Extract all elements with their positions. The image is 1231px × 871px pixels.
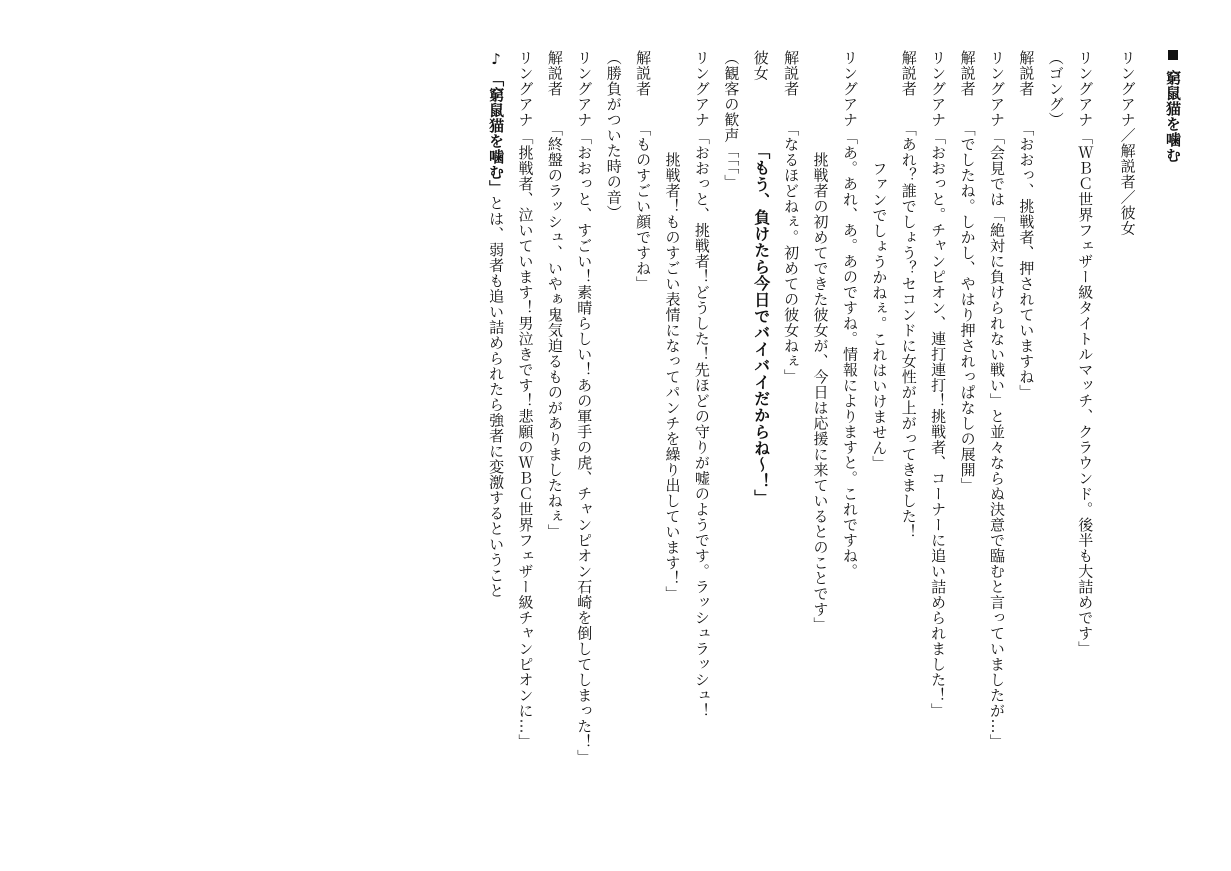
script-line [539,50,568,810]
speaker-name: 解説者 [1017,50,1036,97]
speaker-name: 解説者 [782,50,801,97]
script-line [923,50,952,810]
music-note-icon: ♪ [487,50,506,69]
script-line [569,50,598,810]
script-line [745,50,775,810]
script-line [1070,50,1099,810]
dialogue-text: 「あ。あれ、あ。あのですね。情報によりますと。これですね。 [840,129,859,579]
speaker-name: 解説者 [958,50,977,97]
dialogue-text: 「おおっ、挑戦者、押されていますね」 [1017,120,1036,400]
dialogue-continuation: 挑戦者の初めてできた彼女が、今日は応援に来ているとのことです」 [811,152,830,633]
speaker-name: リングアナ [1076,50,1095,128]
script-line [952,50,981,810]
speaker-name: リングアナ [516,50,535,128]
speaker-name: 解説者 [899,50,918,97]
script-line [1011,50,1040,810]
script-line [776,50,805,810]
dialogue-text: 「挑戦者、泣いています！男泣きです！悲願のＷＢＣ世界フェザー級チャンピオンに…」 [516,129,535,750]
speaker-name: 解説者 [545,50,564,97]
script-line [628,50,657,810]
script-line [982,50,1011,810]
dialogue-continuation: 挑戦者！ものすごい表情になってパンチを繰り出しています！」 [663,152,682,602]
script-line [893,50,922,810]
vertical-script [423,50,1187,810]
script-line [835,50,864,810]
speaker-name: 解説者 [634,50,653,97]
speaker-name: リングアナ [840,50,859,128]
dialogue-text: 「終盤のラッシュ、いやぁ鬼気迫るものがありましたねぇ」 [545,120,564,539]
document-title: 窮鼠猫を噛む [1164,69,1182,163]
dialogue-text: 「おおっと、すごい！素晴らしい！あの軍手の虎、チャンピオン石崎を倒してしまった！」 [575,129,594,765]
explanation-note [481,50,510,810]
dialogue-text: 「なるほどねぇ。初めての彼女ねぇ」 [782,120,801,384]
speaker-name: リングアナ [692,50,711,128]
dialogue-text: 「おおっと。チャンピオン、連打連打！挑戦者、コーナーに追い詰められました！」 [929,129,948,719]
speaker-name: リングアナ [929,50,948,128]
note-phrase: 「窮鼠猫を噛む」 [487,71,506,196]
stage-direction: （ゴング） [1046,50,1065,128]
dialogue-text: 「会見では「絶対に負けられない戦い」と並々ならぬ決意で臨むと言っていましたが…」 [987,129,1006,750]
speaker-name: 彼女 [751,50,770,81]
script-line [687,50,716,810]
note-text: とは、弱者も追い詰められたら強者に変激するということ [487,195,506,599]
dialogue-text: 「ものすごい顔ですね」 [634,120,653,291]
document-title-line [1158,50,1187,810]
script-line [510,50,539,810]
speaker-name: リングアナ [575,50,594,128]
speaker-name: リングアナ [987,50,1006,128]
stage-direction: （観客の歓声「「「」 [722,50,741,190]
dialogue-continuation: ファンでしょうかねぇ。これはいけません」 [870,161,889,471]
dialogue-text: 「もう、負けたら今日でバイバイだからね～！」 [751,143,771,506]
cast-list: リングアナ／解説者／彼女 [1118,50,1137,236]
stage-direction: （勝負がついた時の音） [604,50,623,221]
square-bullet-icon [1168,50,1178,60]
dialogue-text: 「ＷＢＣ世界フェザー級タイトルマッチ、クラウンド。後半も大詰めです」 [1076,129,1095,657]
dialogue-text: 「おおっと、挑戦者！どうした！先ほどの守りが嘘のようです。ラッシュラッシュ！ [692,129,711,719]
dialogue-text: 「あれ？誰でしょう？セコンドに女性が上がってきました！ [899,120,918,539]
dialogue-text: 「でしたね。しかし、やはり押されっぱなしの展開」 [958,120,977,493]
